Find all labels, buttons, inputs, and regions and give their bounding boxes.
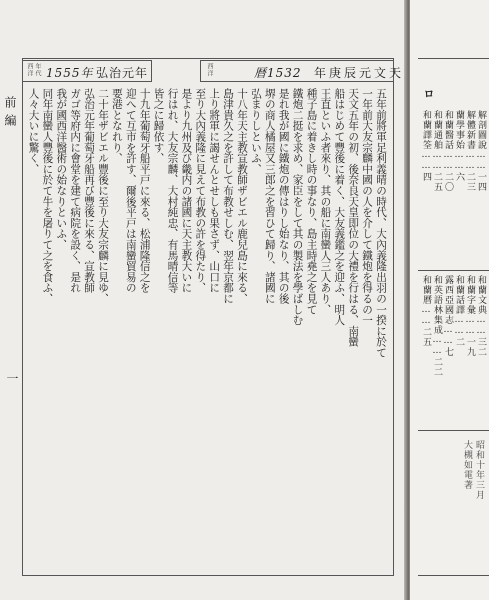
text-column: 皆之に歸依す、: [152, 88, 165, 164]
text-column: 上り將軍に謁せんとせしも果さず、山口に: [208, 88, 221, 294]
header-right-era: 年庚辰元文天: [314, 66, 405, 80]
margin-section-label: 前編: [3, 96, 17, 132]
index-section-mark: ロ: [422, 88, 435, 99]
text-column: 我が國西洋醫術の始なりといふ、: [55, 88, 68, 250]
text-column: 五年前將軍足利義晴の時代、大內義隆出羽の一揆に於て: [375, 88, 387, 358]
index-entry: 和蘭話譯……二: [454, 275, 464, 347]
colophon: [420, 440, 488, 570]
index-entry: 和蘭曆……二五: [421, 275, 431, 347]
text-column: 同年南蠻人豐後に於て牛を屠りて之を食ふ、: [41, 88, 54, 304]
right-rule: [393, 58, 394, 576]
index-entry: 和蘭文典……三二: [476, 275, 486, 357]
right-page: [410, 0, 489, 600]
text-column: 種子島に着きし時の事なり、島主時堯之を見て: [305, 88, 318, 315]
colophon-line: 大槻如電著: [462, 440, 472, 490]
text-column: 鐵炮二挺を求め、家臣をして其の製法を學ばしむ: [291, 88, 304, 326]
text-column: 要港となれり、: [110, 88, 123, 164]
header-left-era: 弘治元年: [96, 66, 149, 80]
index-entry: 蘭學事始……六: [454, 110, 464, 182]
index-entry: 和蘭醫話……二〇: [443, 110, 453, 192]
index-top-rule: [418, 58, 489, 59]
text-column: 堺の商人橘屋又三郎之を習ひて歸り、諸國に: [263, 88, 276, 304]
text-column: 是れ我が國に鐵炮の傳はりし始なり、其の後: [277, 88, 290, 304]
top-rule: [22, 58, 394, 59]
index-entry: 和蘭通舶……二五: [432, 110, 442, 192]
text-column: 天文五年の初、後奈良天皇即位の大禮を行はる、南蠻: [347, 88, 360, 348]
text-column: 弘まりしといふ、: [249, 88, 262, 175]
text-column: 王直といふ者來り、其の船に南蠻人三人あり、: [319, 88, 332, 315]
body-text: [28, 88, 388, 570]
left-rule: [22, 58, 23, 576]
header-right-small: 西洋: [206, 63, 213, 77]
text-column: 十八年天主教宣教師ザビエル鹿兒島に來る、: [236, 88, 248, 304]
index-entry: 和英語林集成……二二: [432, 275, 442, 377]
text-column: 十九年葡萄牙船平戸に來る、松浦隆信之を: [138, 88, 151, 294]
text-column: 是より九州及び畿内の諸國に天主教大いに: [180, 88, 193, 294]
index-bottom-rule: [418, 575, 489, 576]
text-column: 一年前大友宗麟中國の人を介して鐵炮を得るの一: [361, 88, 374, 326]
header-left-small-b: 年代: [34, 63, 41, 77]
colophon-line: 昭和十年三月: [474, 440, 484, 500]
text-column: 至り大內義隆に見えて布教の許を得たり、: [194, 88, 207, 294]
index-entry: 露西亞國志……七: [443, 275, 453, 357]
text-column: 二十年ザビエル豐後に至り大友宗麟に見ゆ、: [97, 88, 109, 304]
text-column: 弘治元年葡萄牙船再び豐後に來る、宣教師: [83, 88, 96, 294]
text-column: 島津貴久之を許して布教せしむ、翌年京都に: [222, 88, 235, 304]
margin-page-number: 一: [5, 372, 19, 384]
bottom-rule: [22, 575, 394, 576]
text-column: 人々大いに驚く、: [28, 88, 40, 175]
header-left-small-a: 西洋: [26, 63, 33, 77]
text-column: 行はれ、大友宗麟、大村純忠、有馬晴信等: [166, 88, 179, 294]
index-entry: 和蘭字彙……一九: [465, 275, 475, 357]
header-right-year: 暦1532: [254, 66, 302, 80]
header-left-year: 1555年: [46, 66, 94, 80]
text-column: 船はじめて豐後に着く、大友義鑑之を迎ふ、明人: [333, 88, 346, 326]
index-entry: 解體新書……二三: [465, 110, 475, 192]
index-entry: 和蘭譯筌……四: [421, 110, 431, 182]
text-column: 迎へて互市を許す、爾後平戸は南蠻貿易の: [124, 88, 137, 294]
index-entry: 解剖圖說……一四: [476, 110, 486, 192]
text-column: ガゴ等府内に會堂を建て病院を設く、是れ: [69, 88, 82, 294]
